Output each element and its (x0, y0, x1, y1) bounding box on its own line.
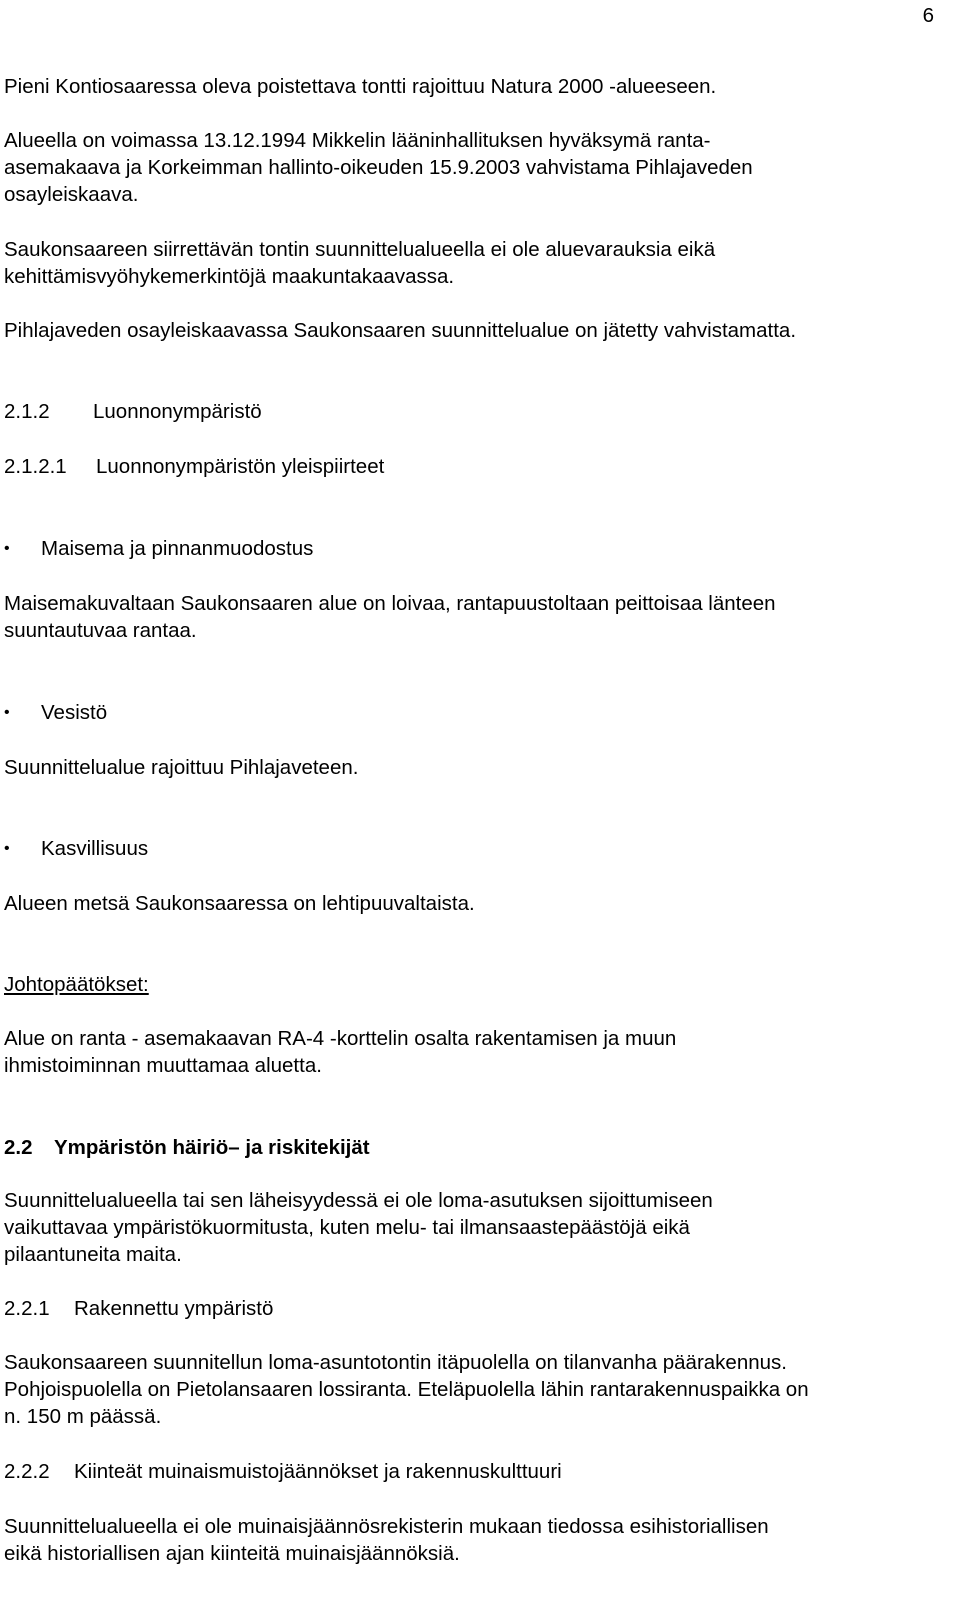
section-title: Luonnonympäristö (93, 400, 262, 423)
paragraph-asemakaava (4, 127, 939, 208)
bullet-icon: • (4, 840, 10, 857)
text-line: Pihlajaveden osayleiskaavassa Saukonsaaren suunnittelualue on jätetty vahvistamatta. (4, 319, 797, 342)
text-line: osayleiskaava. (4, 183, 139, 206)
paragraph-natura (4, 73, 939, 100)
paragraph-conclusions (4, 1025, 939, 1079)
text-line: Alue on ranta - asemakaavan RA-4 -korttelin osalta rakentamisen ja muun (4, 1027, 677, 1050)
text-line: Suunnittelualueella tai sen läheisyydessä ei ole loma-asutuksen sijoittumiseen (4, 1189, 713, 1212)
section-number: 2.2 (4, 1136, 33, 1159)
text-line: Saukonsaareen suunnitellun loma-asuntotontin itäpuolella on tilanvanha päärakennus. (4, 1351, 787, 1374)
paragraph-osayleiskaava (4, 317, 939, 344)
paragraph-maakuntakaava (4, 236, 939, 290)
section-title: Ympäristön häiriö– ja riskitekijät (54, 1136, 370, 1159)
text-line: kehittämisvyöhykemerkintöjä maakuntakaavassa. (4, 265, 455, 288)
text-line: Pieni Kontiosaaressa oleva poistettava tontti rajoittuu Natura 2000 -alueeseen. (4, 75, 717, 98)
text-line: asemakaava ja Korkeimman hallinto-oikeuden 15.9.2003 vahvistama Pihlajaveden (4, 156, 753, 179)
text-line: Alueen metsä Saukonsaaressa on lehtipuuvaltaista. (4, 892, 475, 915)
section-heading-212 (4, 398, 939, 425)
section-heading-2121 (4, 453, 939, 480)
section-number: 2.2.1 (4, 1297, 50, 1320)
text-line: eikä historiallisen ajan kiinteitä muinaisjäännöksiä. (4, 1542, 460, 1565)
bullet-icon: • (4, 704, 10, 721)
text-line: suuntautuvaa rantaa. (4, 619, 197, 642)
paragraph-vesisto (4, 754, 939, 781)
section-title: Kiinteät muinaismuistojäännökset ja rakennuskulttuuri (74, 1460, 562, 1483)
section-heading-22 (4, 1134, 939, 1161)
bullet-label: Kasvillisuus (41, 837, 149, 860)
text-line: Maisemakuvaltaan Saukonsaaren alue on loivaa, rantapuustoltaan peittoisaa länteen (4, 592, 776, 615)
text-line: Saukonsaareen siirrettävän tontin suunnittelualueella ei ole aluevarauksia eikä (4, 238, 716, 261)
text-line: Pohjoispuolella on Pietolansaaren lossiranta. Eteläpuolella lähin rantarakennuspaikka on (4, 1378, 809, 1401)
conclusions-label (4, 971, 939, 998)
section-heading-222 (4, 1458, 939, 1485)
bullet-label: Vesistö (41, 701, 108, 724)
section-number: 2.1.2 (4, 400, 50, 423)
section-number: 2.2.2 (4, 1460, 50, 1483)
paragraph-kasvillisuus (4, 890, 939, 917)
section-title: Rakennettu ympäristö (74, 1297, 274, 1320)
text-line: vaikuttavaa ympäristökuormitusta, kuten melu- tai ilmansaastepäästöjä eikä (4, 1216, 690, 1239)
paragraph-section-222 (4, 1513, 939, 1567)
text-line: Alueella on voimassa 13.12.1994 Mikkelin lääninhallituksen hyväksymä ranta- (4, 129, 711, 152)
text-line: ihmistoiminnan muuttamaa aluetta. (4, 1054, 322, 1077)
paragraph-maisema (4, 590, 939, 644)
bullet-icon: • (4, 540, 10, 557)
text-line: pilaantuneita maita. (4, 1243, 182, 1266)
page-number: 6 (922, 4, 934, 27)
conclusions-heading: Johtopäätökset: (4, 973, 149, 996)
text-line: Suunnittelualue rajoittuu Pihlajaveteen. (4, 756, 359, 779)
bullet-label: Maisema ja pinnanmuodostus (41, 537, 314, 560)
paragraph-section-221 (4, 1349, 939, 1430)
section-number: 2.1.2.1 (4, 455, 67, 478)
text-line: n. 150 m päässä. (4, 1405, 162, 1428)
paragraph-section-22 (4, 1187, 939, 1268)
section-heading-221 (4, 1295, 939, 1322)
section-title: Luonnonympäristön yleispiirteet (96, 455, 385, 478)
text-line: Suunnittelualueella ei ole muinaisjäännösrekisterin mukaan tiedossa esihistoriallisen (4, 1515, 769, 1538)
